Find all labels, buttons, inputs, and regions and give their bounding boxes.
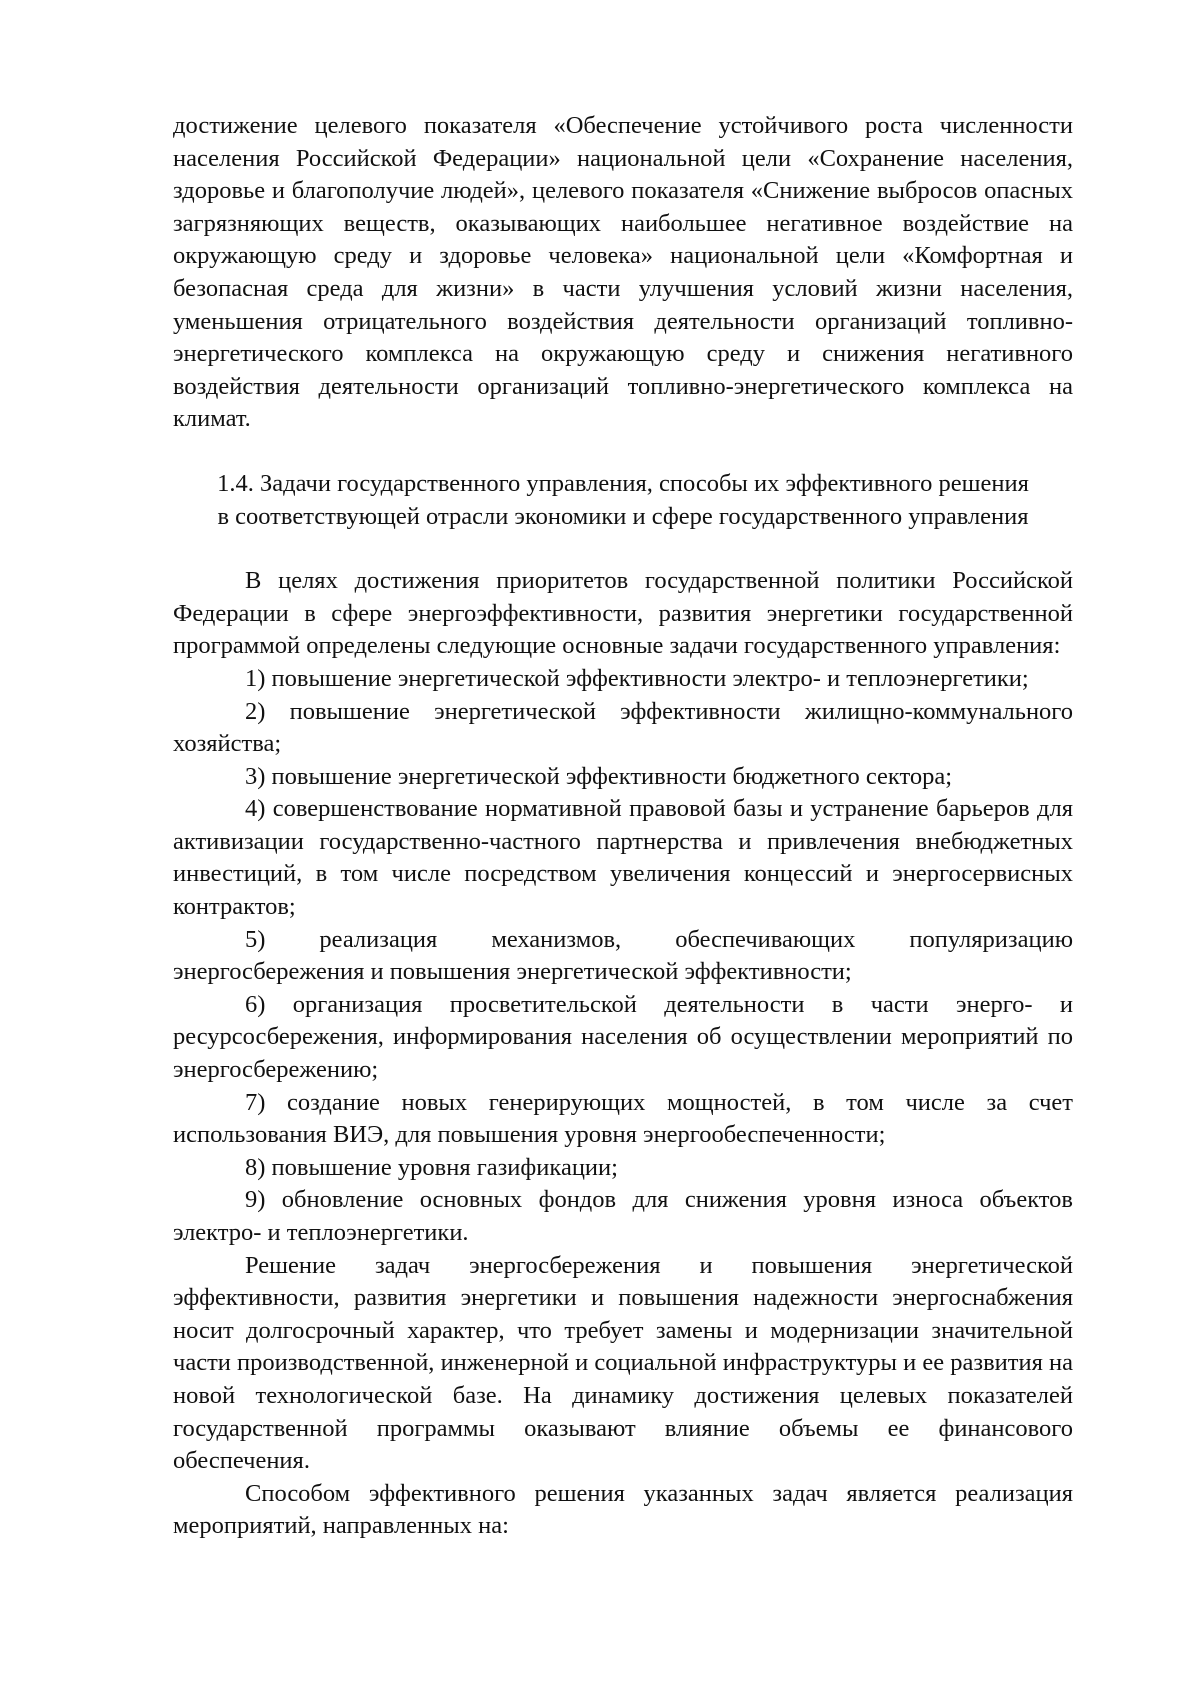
method-paragraph: Способом эффективного решения указанных задач является реализация мероприятий, направленных на: xyxy=(173,1479,1073,1540)
task-item-2: 2) повышение энергетической эффективности жилищно-коммунального хозяйства; xyxy=(173,697,1073,758)
intro-paragraph: достижение целевого показателя «Обеспечение устойчивого роста численности населения Российской Федерации» национальной цели «Сохранение населения, здоровье и благополучие людей», целевого показателя «Снижение выбросов опасных загрязняющих веществ, оказывающих наибольшее негативное воздействие на окружающую среду и здоровье человека» национальной цели «Комфортная и безопасная среда для жизни» в части улучшения условий жизни населения, уменьшения отрицательного воздействия деятельности организаций топливно-энергетического комплекса на окружающую среду и снижения негативного воздействия деятельности организаций топливно-энергетического комплекса на климат. xyxy=(173,112,1073,433)
task-item-9: 9) обновление основных фондов для снижения уровня износа объектов электро- и теплоэнергетики. xyxy=(173,1186,1073,1246)
document-page xyxy=(173,110,1073,1543)
task-item-3: 3) повышение энергетической эффективности бюджетного сектора; xyxy=(245,762,953,790)
task-item-8: 8) повышение уровня газификации; xyxy=(245,1153,618,1181)
section-heading-line-1: 1.4. Задачи государственного управления, способы их эффективного решения xyxy=(217,469,1029,497)
task-list xyxy=(173,663,1073,1250)
task-item-7: 7) создание новых генерирующих мощностей, в том числе за счет использования ВИЭ, для повышения уровня энергообеспеченности; xyxy=(173,1088,1073,1149)
section-heading-line-2: в соответствующей отрасли экономики и сфере государственного управления xyxy=(217,502,1029,530)
section-intro-paragraph: В целях достижения приоритетов государственной политики Российской Федерации в сфере энергоэффективности, развития энергетики государственной программой определены следующие основные задачи государственного управления: xyxy=(173,567,1073,660)
task-item-5: 5) реализация механизмов, обеспечивающих популяризацию энергосбережения и повышения энергетической эффективности; xyxy=(173,925,1073,986)
task-item-1: 1) повышение энергетической эффективности электро- и теплоэнергетики; xyxy=(245,664,1029,692)
task-item-4: 4) совершенствование нормативной правовой базы и устранение барьеров для активизации государственно-частного партнерства и привлечения внебюджетных инвестиций, в том числе посредством увеличения концессий и энергосервисных контрактов; xyxy=(173,795,1073,921)
section-heading xyxy=(173,468,1073,533)
solution-paragraph: Решение задач энергосбережения и повышения энергетической эффективности, развития энергетики и повышения надежности энергоснабжения носит долгосрочный характер, что требует замены и модернизации значительной части производственной, инженерной и социальной инфраструктуры и ее развития на новой технологической базе. На динамику достижения целевых показателей государственной программы оказывают влияние объемы ее финансового обеспечения. xyxy=(173,1251,1073,1475)
task-item-6: 6) организация просветительской деятельности в части энерго- и ресурсосбережения, информирования населения об осуществлении мероприятий по энергосбережению; xyxy=(173,990,1073,1084)
